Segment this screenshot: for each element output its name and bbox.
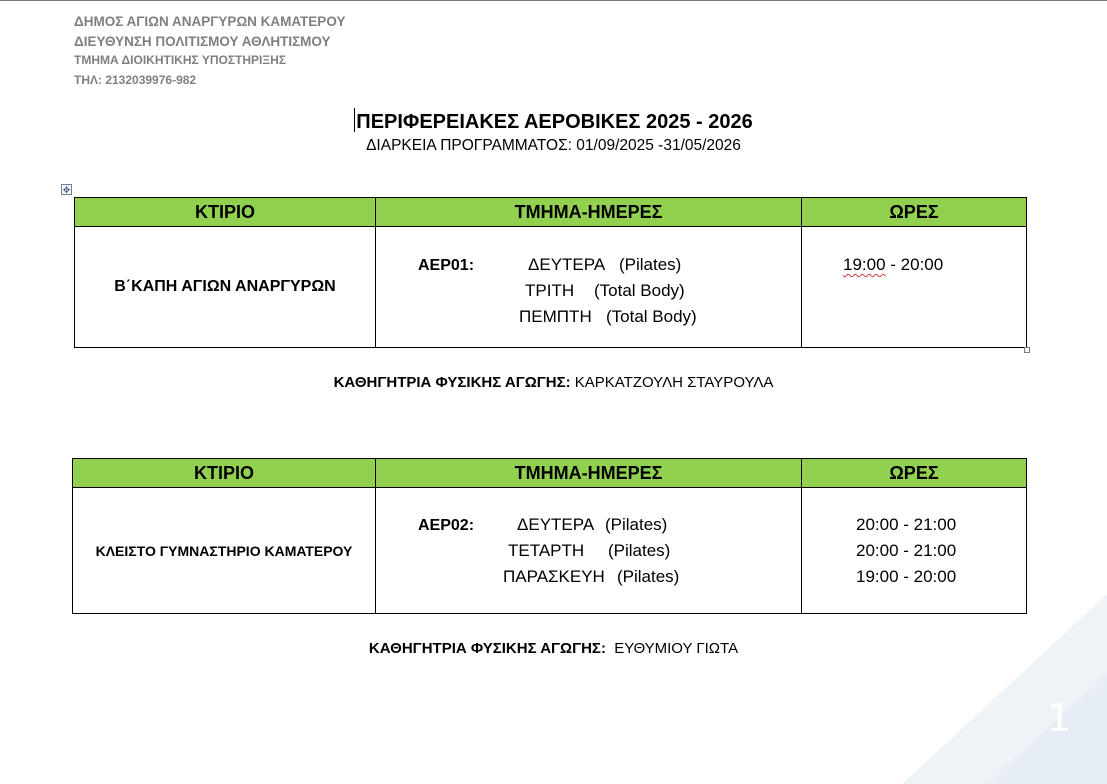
letterhead-directorate: ΔΙΕΥΘΥΝΣΗ ΠΟΛΙΤΙΣΜΟΥ ΑΘΛΗΤΙΣΜΟΥ — [74, 33, 331, 49]
class-type: (Pilates) — [617, 567, 680, 586]
teacher-name: ΕΥΘΥΜΙΟΥ ΓΙΩΤΑ — [605, 640, 739, 657]
hours-value: 19:00 - 20:00 — [856, 567, 957, 586]
hours-value: 20:00 - 21:00 — [856, 541, 957, 560]
building-cell: ΚΛΕΙΣΤΟ ΓΥΜΝΑΣΤΗΡΙΟ ΚΑΜΑΤΕΡΟΥ — [73, 488, 376, 614]
hours-value: 20:00 - 21:00 — [856, 515, 957, 534]
table-resize-handle[interactable] — [1024, 347, 1030, 353]
day-name: ΔΕΥΤΕΡΑ — [528, 255, 606, 274]
document-title-text: ΠΕΡΙΦΕΡΕΙΑΚΕΣ ΑΕΡΟΒΙΚΕΣ 2025 - 2026 — [356, 111, 753, 133]
table-row — [75, 227, 1027, 348]
page-number: 1 — [1046, 696, 1071, 740]
hours-end: - 20:00 — [885, 255, 944, 274]
column-header-section-days: ΤΜΗΜΑ-ΗΜΕΡΕΣ — [376, 459, 802, 488]
day-name: ΤΕΤΑΡΤΗ — [508, 541, 585, 560]
class-type: (Pilates) — [619, 255, 682, 274]
day-name: ΠΕΜΠΤΗ — [519, 307, 592, 326]
column-header-hours: ΩΡΕΣ — [802, 459, 1027, 488]
section-days-cell — [376, 227, 802, 348]
document-subtitle: ΔΙΑΡΚΕΙΑ ΠΡΟΓΡΑΜΜΑΤΟΣ: 01/09/2025 -31/05/2026 — [366, 137, 741, 154]
table-move-handle-icon[interactable]: ✥ — [62, 185, 71, 195]
class-type: (Pilates) — [608, 541, 671, 560]
building-cell: Β΄ΚΑΠΗ ΑΓΙΩΝ ΑΝΑΡΓΥΡΩΝ — [75, 227, 376, 348]
section-code: ΑΕΡ01: — [418, 257, 475, 274]
teacher-line-1 — [0, 374, 1107, 391]
class-type: (Total Body) — [594, 281, 685, 300]
page-top-border — [0, 0, 1107, 1]
teacher-name: ΚΑΡΚΑΤΖΟΥΛΗ ΣΤΑΥΡΟΥΛΑ — [570, 374, 774, 391]
letterhead-municipality: ΔΗΜΟΣ ΑΓΙΩΝ ΑΝΑΡΓΥΡΩΝ ΚΑΜΑΤΕΡΟΥ — [74, 14, 346, 29]
day-name: ΠΑΡΑΣΚΕΥΗ — [503, 567, 605, 586]
letterhead-phone: ΤΗΛ: 2132039976-982 — [74, 72, 197, 87]
table-row — [73, 488, 1027, 614]
hours-start: 19:00 — [843, 255, 886, 274]
column-header-building: ΚΤΙΡΙΟ — [75, 198, 376, 227]
table-header-row — [75, 198, 1027, 227]
class-type: (Pilates) — [605, 515, 668, 534]
teacher-label: ΚΑΘΗΓΗΤΡΙΑ ΦΥΣΙΚΗΣ ΑΓΩΓΗΣ: — [368, 640, 606, 657]
hours-cell — [802, 488, 1027, 614]
hours-cell — [802, 227, 1027, 348]
day-name: ΔΕΥΤΕΡΑ — [517, 515, 595, 534]
day-name: ΤΡΙΤΗ — [525, 281, 575, 300]
document-title[interactable] — [0, 108, 1107, 134]
schedule-table-2 — [72, 458, 1027, 614]
section-code: ΑΕΡ02: — [418, 517, 475, 534]
class-type: (Total Body) — [606, 307, 697, 326]
hours-value — [843, 255, 943, 275]
table-header-row — [73, 459, 1027, 488]
schedule-table-1 — [74, 197, 1027, 348]
column-header-hours: ΩΡΕΣ — [802, 198, 1027, 227]
letterhead-department: ΤΜΗΜΑ ΔΙΟΙΚΗΤΙΚΗΣ ΥΠΟΣΤΗΡΙΞΗΣ — [74, 53, 286, 67]
column-header-building: ΚΤΙΡΙΟ — [73, 459, 376, 488]
section-days-cell — [376, 488, 802, 614]
teacher-label: ΚΑΘΗΓΗΤΡΙΑ ΦΥΣΙΚΗΣ ΑΓΩΓΗΣ: — [333, 374, 571, 391]
teacher-line-2 — [0, 640, 1107, 657]
column-header-section-days: ΤΜΗΜΑ-ΗΜΕΡΕΣ — [376, 198, 802, 227]
letterhead — [74, 12, 345, 90]
